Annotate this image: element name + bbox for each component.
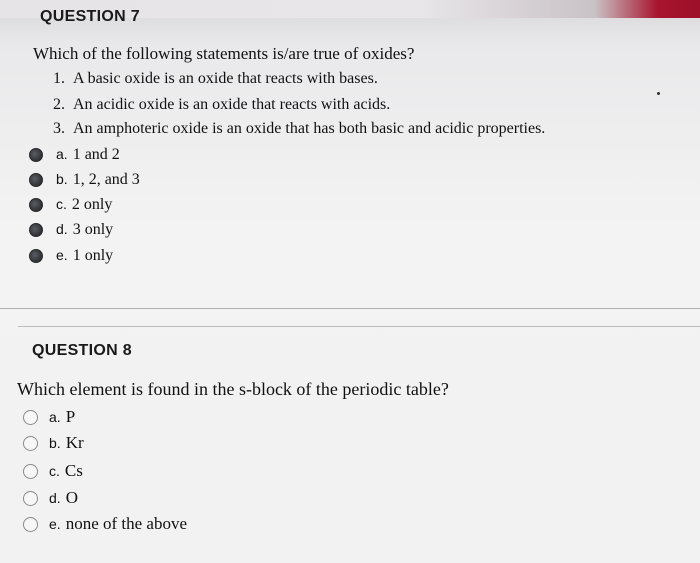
radio-button-filled-icon[interactable] (29, 223, 43, 237)
option-label: d. O (49, 488, 78, 507)
statement-3 (53, 120, 545, 138)
question-7-prompt: Which of the following statements is/are true of oxides? (33, 44, 415, 63)
option-label: a. 1 and 2 (56, 146, 120, 163)
q8-option-c[interactable] (23, 461, 83, 481)
q8-option-e[interactable] (23, 514, 187, 534)
option-label: e. none of the above (49, 514, 188, 533)
q8-option-b[interactable] (23, 433, 84, 453)
radio-button-empty-icon[interactable] (23, 410, 38, 425)
statement-text: A basic oxide is an oxide that reacts with bases. (73, 70, 378, 87)
q7-option-d[interactable] (29, 221, 113, 239)
radio-button-empty-icon[interactable] (23, 436, 38, 451)
option-label: b. 1, 2, and 3 (56, 171, 140, 188)
q7-option-c[interactable] (29, 196, 112, 214)
option-label: d. 3 only (56, 221, 114, 238)
statement-1 (53, 70, 378, 88)
statement-2 (53, 96, 390, 114)
option-label: e. 1 only (56, 247, 114, 264)
stray-dot-mark (657, 92, 660, 95)
radio-button-empty-icon[interactable] (23, 491, 38, 506)
radio-button-filled-icon[interactable] (29, 173, 43, 187)
statement-number: 1. (53, 70, 65, 87)
section-divider (18, 326, 700, 327)
radio-button-filled-icon[interactable] (29, 198, 43, 212)
statement-text: An amphoteric oxide is an oxide that has both basic and acidic properties. (73, 120, 546, 137)
option-label: c. Cs (49, 461, 83, 480)
q8-option-d[interactable] (23, 488, 78, 508)
statement-number: 2. (53, 96, 65, 113)
q7-option-e[interactable] (29, 247, 113, 265)
section-divider (0, 308, 700, 309)
option-label: b. Kr (49, 433, 84, 452)
radio-button-empty-icon[interactable] (23, 517, 38, 532)
q7-option-b[interactable] (29, 171, 140, 189)
radio-button-filled-icon[interactable] (29, 249, 43, 263)
q8-option-a[interactable] (23, 407, 75, 427)
option-label: a. P (49, 407, 76, 426)
q7-option-a[interactable] (29, 146, 120, 164)
question-8-prompt: Which element is found in the s-block of the periodic table? (17, 379, 449, 399)
option-label: c. 2 only (56, 196, 113, 213)
question-8-title: QUESTION 8 (32, 342, 132, 359)
radio-button-filled-icon[interactable] (29, 148, 43, 162)
statement-text: An acidic oxide is an oxide that reacts with acids. (73, 96, 391, 113)
question-7-title: QUESTION 7 (40, 8, 140, 25)
radio-button-empty-icon[interactable] (23, 464, 38, 479)
statement-number: 3. (53, 120, 65, 137)
